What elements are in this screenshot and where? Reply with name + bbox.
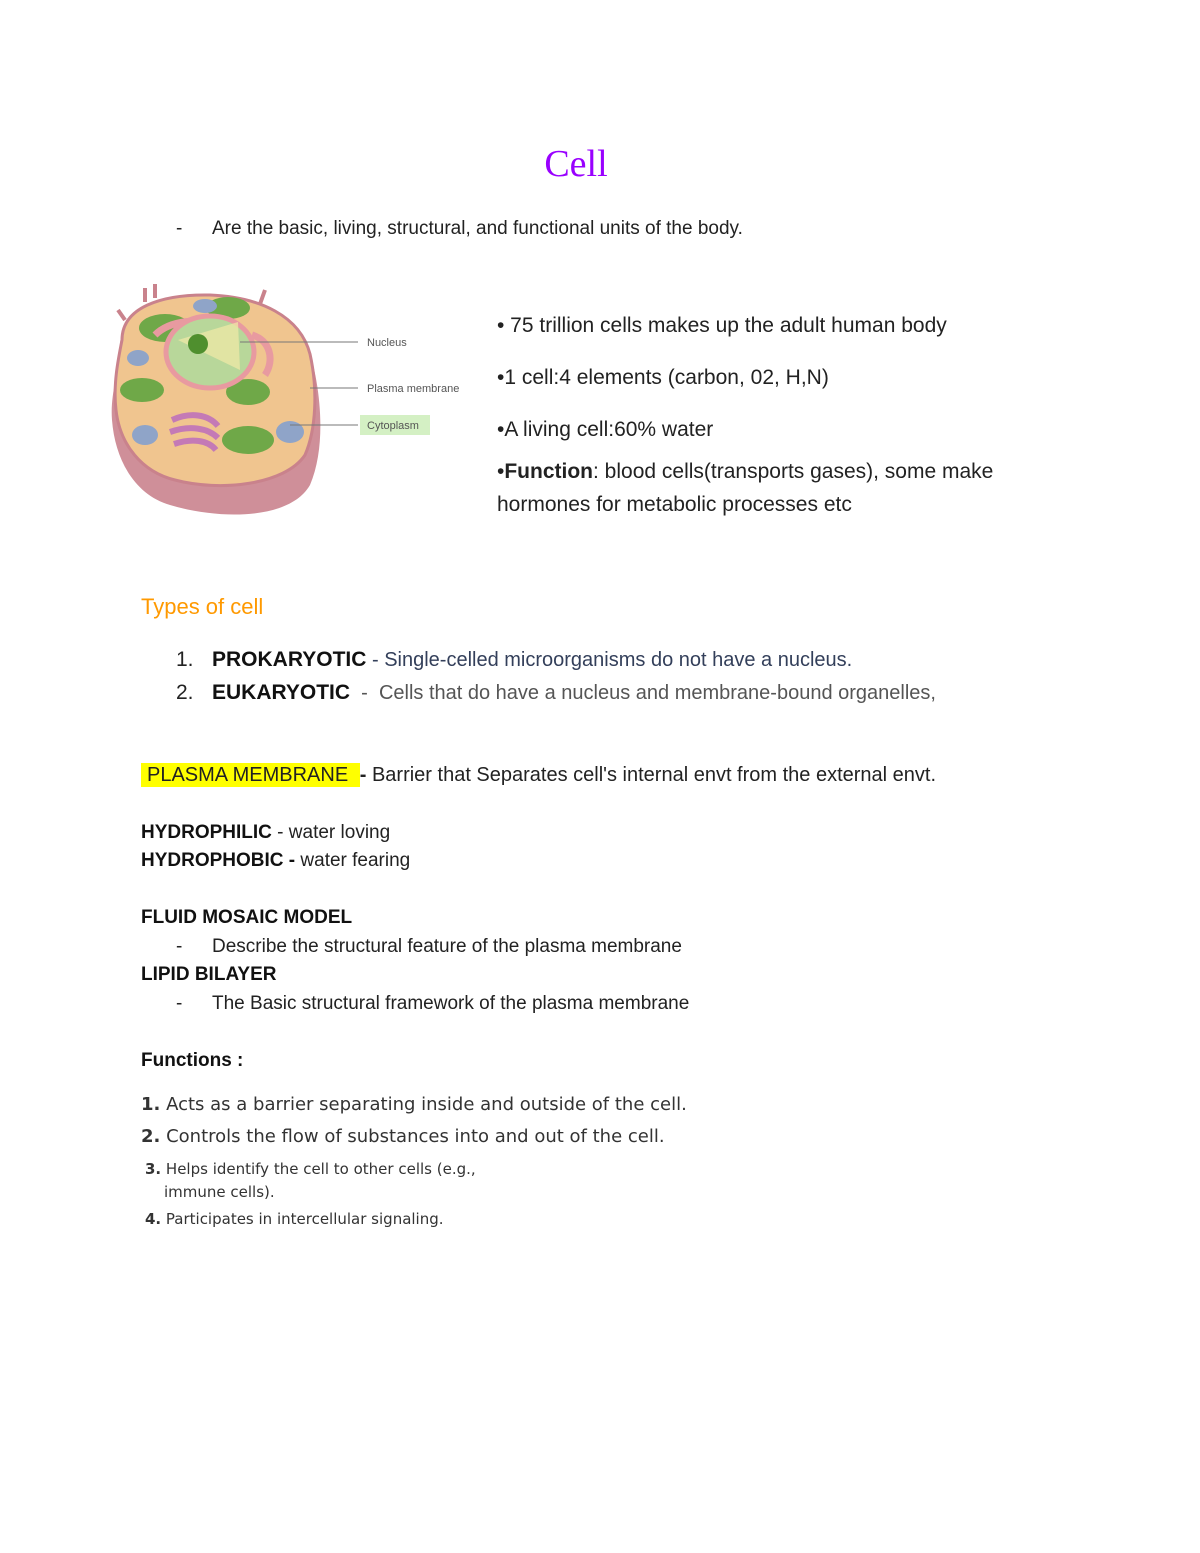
function-number: 1. [141, 1094, 161, 1115]
types-heading: Types of cell [141, 594, 264, 619]
lipid-bilayer-desc: The Basic structural framework of the plasma membrane [212, 993, 690, 1014]
list-number: 1. [176, 648, 194, 671]
page-title: Cell [544, 143, 608, 185]
hydrophilic-row [141, 822, 390, 844]
function-number: 2. [141, 1126, 161, 1147]
highlighted-term: PLASMA MEMBRANE [141, 763, 360, 787]
plasma-membrane-label: Plasma membrane [367, 383, 460, 395]
fact-function-continued: hormones for metabolic processes etc [497, 493, 852, 516]
list-number: 2. [176, 681, 194, 704]
function-text: Participates in intercellular signaling. [161, 1210, 444, 1228]
cell-diagram [100, 280, 485, 520]
fact-function-text: : blood cells(transports gases), some make [593, 460, 994, 483]
function-number: 4. [145, 1210, 162, 1228]
nucleus-label: Nucleus [367, 337, 407, 349]
pm-description: Barrier that Separates cell's internal envt from the external envt. [366, 764, 937, 786]
dash-bullet: - [176, 218, 183, 239]
function-item [145, 1160, 476, 1178]
fluid-mosaic-heading: FLUID MOSAIC MODEL [141, 907, 353, 928]
function-item [145, 1210, 444, 1228]
fact-water: •A living cell:60% water [497, 418, 714, 441]
type-separator: - [350, 682, 379, 704]
type-separator: - [366, 649, 385, 671]
dash-bullet: - [176, 936, 183, 957]
function-text: Helps identify the cell to other cells (e.g., [161, 1160, 476, 1178]
fluid-mosaic-desc: Describe the structural feature of the plasma membrane [212, 936, 682, 957]
function-item [141, 1126, 665, 1147]
hydrophobic-desc: water fearing [300, 850, 411, 871]
function-number: 3. [145, 1160, 162, 1178]
cytoplasm-label: Cytoplasm [367, 420, 419, 432]
type-description: Single-celled microorganisms do not have a nucleus. [384, 649, 853, 671]
function-text: Acts as a barrier separating inside and outside of the cell. [160, 1094, 687, 1115]
function-text-continued: immune cells). [164, 1183, 275, 1201]
fact-function-term: Function [504, 460, 594, 483]
dash-bullet: - [176, 993, 183, 1014]
plasma-membrane-definition [141, 764, 936, 787]
fact-elements: •1 cell:4 elements (carbon, 02, H,N) [497, 366, 829, 389]
pm-separator: - [359, 764, 367, 786]
lipid-bilayer-heading: LIPID BILAYER [141, 964, 277, 985]
functions-heading: Functions : [141, 1050, 244, 1071]
fluid-mosaic-item [176, 936, 682, 958]
definition-item [176, 218, 743, 240]
nucleolus [188, 334, 208, 354]
lipid-bilayer-item [176, 993, 689, 1015]
type-term: PROKARYOTIC [212, 648, 367, 671]
list-item [176, 681, 936, 705]
hydrophilic-desc: - water loving [271, 822, 391, 843]
list-item [176, 648, 852, 672]
fact-function-bullet: • [497, 460, 505, 483]
fact-function [497, 460, 993, 484]
type-term: EUKARYOTIC [212, 681, 351, 704]
fact-cell-count: • 75 trillion cells makes up the adult human body [497, 314, 947, 337]
hydrophobic-row [141, 850, 410, 872]
function-text: Controls the flow of substances into and out of the cell. [160, 1126, 665, 1147]
hydrophilic-term: HYDROPHILIC [141, 822, 272, 843]
type-description: Cells that do have a nucleus and membrane-bound organelles, [378, 682, 936, 704]
function-item [141, 1094, 687, 1115]
hydrophobic-term: HYDROPHOBIC - [141, 850, 301, 871]
definition-text: Are the basic, living, structural, and functional units of the body. [212, 218, 743, 239]
